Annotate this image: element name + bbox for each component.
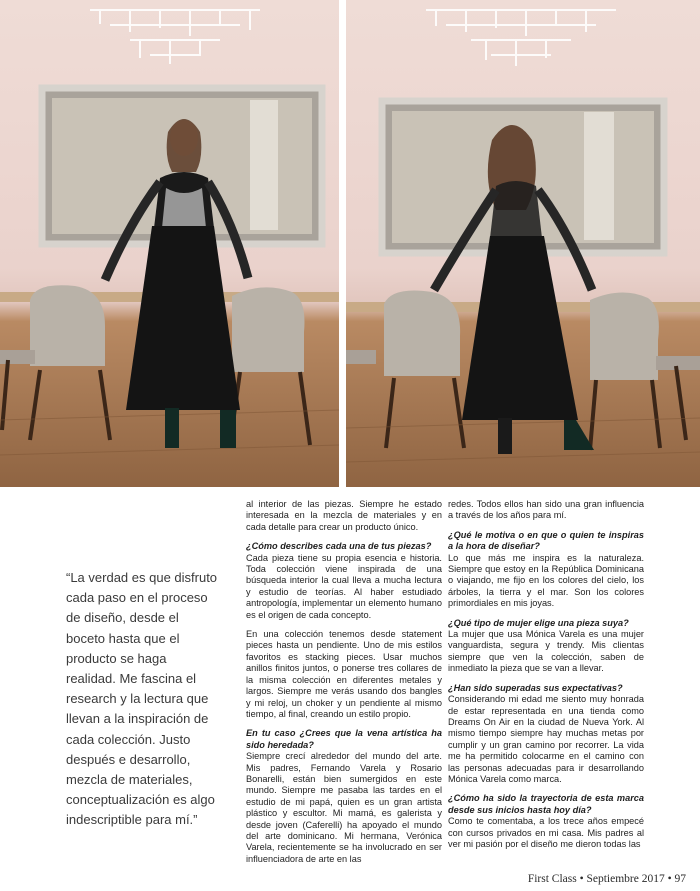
pull-quote: “La verdad es que disfruto cada paso en el proceso de diseño, desde el boceto hasta que el producto se haga realidad. Me fascina el research y la lectura que llevan a la inspiración de cada colección. Justo después e desarrollo, mezcla de materiales, conceptualización es algo indescriptible para mí.” [66, 570, 218, 828]
photo-model-back [346, 0, 700, 487]
article-question: ¿Qué le motiva o en que o quien te inspiras a la hora de diseñar? [448, 529, 644, 552]
article-column-1 [246, 499, 442, 873]
article-question: ¿Qué tipo de mujer elige una pieza suya? [448, 617, 629, 628]
photo-model-front [0, 0, 339, 487]
article-paragraph: Considerando mi edad me siento muy honrada de estar representada en una tienda como Dreams On Air en la ciudad de Nueva York. Al mismo tiempo siempre hay muchas metas por cumplir y un gran camino por recorrer. La vida me ha permitido colocarme en el camino con las personas adecuadas para ir desarrollando Mónica Varela como marca. [448, 694, 644, 784]
article-paragraph: Cada pieza tiene su propia esencia e historia. Toda colección viene inspirada de una búsqueda interior la cual lleva a mucha lectura y estudio de teorías. Al haber estudiado antropología, implementar un elemento humano es el origen de cada concepto. [246, 552, 442, 620]
chandelier [426, 10, 616, 66]
article-paragraph: En una colección tenemos desde statement pieces hasta un pendiente. Uno de mis estilos favoritos es stacking pieces. Usar muchos anillos finitos juntos, o ponerse tres collares de la misma colección en diferentes metales y largos. Siempre me verás usando dos bangles y mi reloj, un choker y un pendiente al mismo tiempo, al final, creando un estilo propio. [246, 629, 442, 719]
article-paragraph: al interior de las piezas. Siempre he estado interesada en la mezcla de materiales y en cada detalle para crear un producto único. [246, 499, 442, 532]
page-footer: First Class • Septiembre 2017 • 97 [527, 873, 686, 885]
model-front-illustration [0, 0, 339, 487]
article-question: ¿Cómo ha sido la trayectoria de esta marca desde sus inicios hasta hoy día? [448, 793, 644, 815]
article-question: En tu caso ¿Crees que la vena artística ha sido heredada? [246, 728, 442, 750]
article-paragraph: La mujer que usa Mónica Varela es una mujer vanguardista, segura y trendy. Mis clientas siempre que ven la colección, saben de inmediato la pieza que se van a llevar. [448, 629, 644, 674]
article-paragraph: Lo que más me inspira es la naturaleza. Siempre que estoy en la República Dominicana o viajando, me fijo en los colores del cielo, los árboles, la tierra y el mar. Son los colores primordiales en mis joyas. [448, 552, 644, 609]
article-column-2 [448, 499, 644, 858]
article-question: ¿Han sido superadas sus expectativas? [448, 682, 623, 693]
chandelier [90, 10, 260, 64]
article-question: ¿Cómo describes cada una de tus piezas? [246, 541, 432, 552]
article-paragraph: Siempre crecí alrededor del mundo del arte. Mis padres, Fernando Varela y Rosario Bonarelli, están bien sumergidos en este mundo. Siempre me pasaba las tardes en el estudio de mi papá, quien es un gran artista plástico y escultor. Mi mamá, es galerista y desde joven (Caferelli) ha apoyado el mundo del arte dominicano. Mi hermana, Verónica Varela, recientemente se ha involucrado en ser influenciadora de arte en las [246, 751, 442, 864]
article-paragraph: Como te comentaba, a los trece años empecé con cursos privados en mi casa. Mis padres al ver mi pasión por el diseño me dieron todas las [448, 816, 644, 849]
model-back-illustration [346, 0, 700, 487]
article-paragraph: redes. Todos ellos han sido una gran influencia a través de los años para mí. [448, 499, 644, 521]
